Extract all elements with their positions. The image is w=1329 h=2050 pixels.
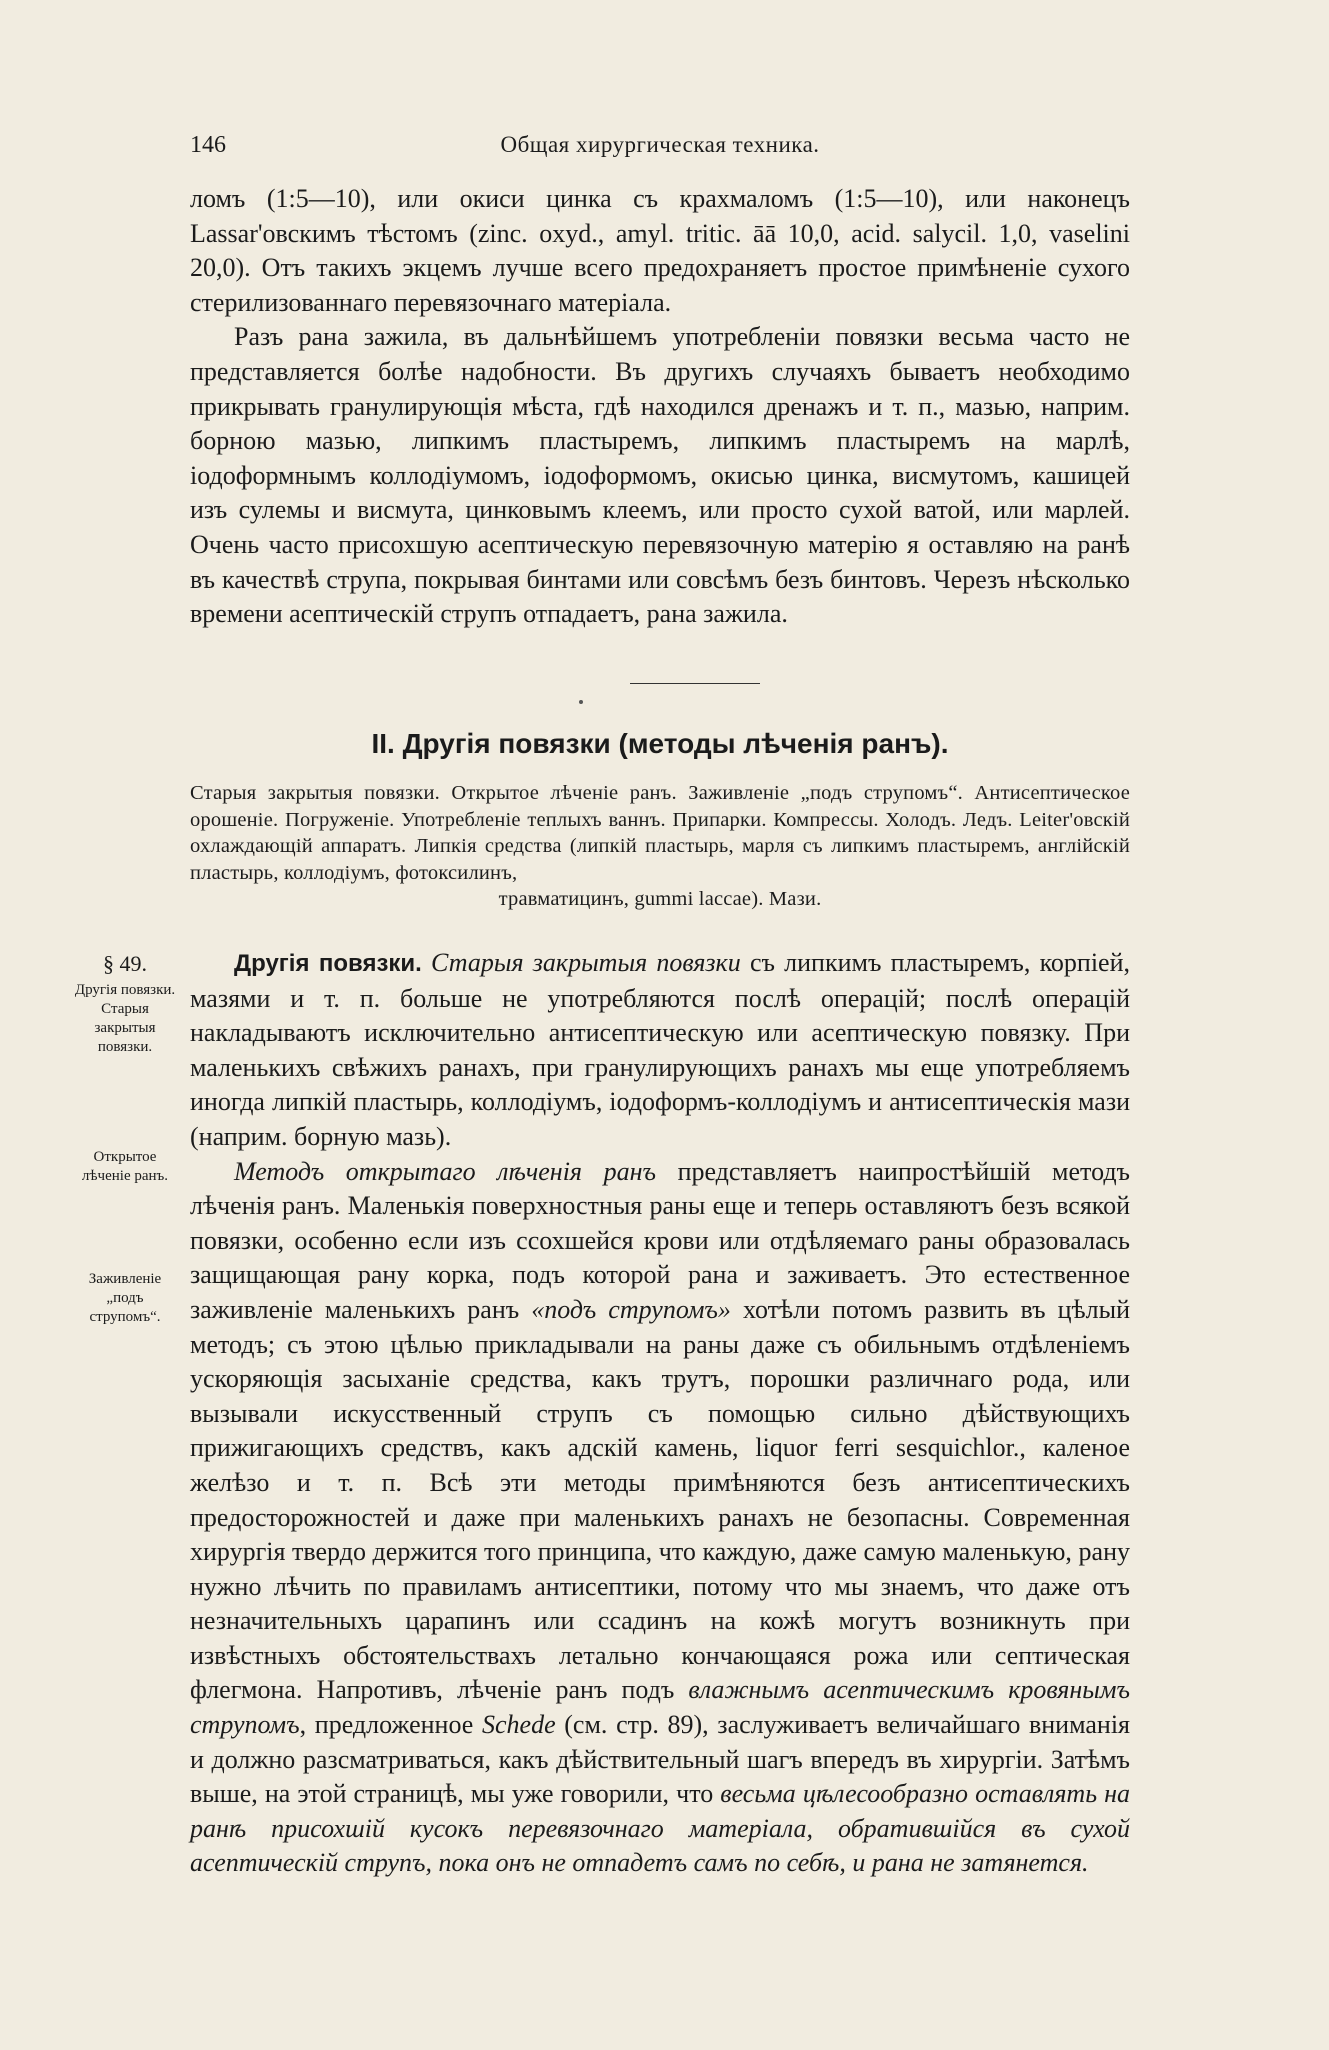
page-header [190,132,1130,172]
italic-passage: весьма цѣлесообразно оставлять на ранѣ присохшій кусокъ перевязочнаго матеріала, обратившійся въ сухой асептическій струпъ, пока онъ не отпадетъ самъ по себѣ, и рана не затянется. [190,1779,1130,1878]
italic-term: Старыя закрытыя повязки [431,948,741,977]
summary-text-last-line: травматицинъ, gummi laccae). Мази. [498,888,822,911]
paragraph-text: , предложенное [299,1710,482,1740]
author-name: Schede [481,1710,556,1740]
margin-note-old-dressings: Другія повязки. Старыя закрытыя повязки. [74,982,176,1055]
main-text [190,946,1130,1881]
italic-term: Методъ открытаго лѣченія ранъ [234,1156,656,1186]
margin-note-open-treatment: Открытое лѣченіе ранъ. [81,1149,169,1184]
margin-note-under-scab: Заживленіе „подъ струпомъ“. [88,1271,162,1325]
paragraph-text: хотѣли потомъ развить въ цѣлый методъ; съ этою цѣлью прикладывали на раны даже съ обильнымъ отдѣленіемъ ускоряющія засыханіе средства, какъ трутъ, порошки различнаго рода, или вызывали искусственный струпъ съ помощью сильно дѣйствующихъ прижигающихъ средствъ, какъ адскій камень, liquor ferri sesquichlor., каленое желѣзо и т. п. Всѣ эти методы примѣняются безъ антисептическихъ предосторожностей и даже при маленькихъ ранахъ не безопасны. Современная хирургія твердо держится того принципа, что каждую, даже самую маленькую, рану нужно лѣчить по правиламъ антисептики, потому что мы знаемъ, что даже отъ незначительныхъ царапинъ или ссадинъ на кожѣ могутъ возникнуть при извѣстныхъ обстоятельствахъ летально кончающаяся рожа или септическая флегмона. Напротивъ, лѣченіе ранъ подъ [190,1294,1130,1705]
italic-term: влажнымъ асептическимъ кровянымъ струпомъ [190,1675,1130,1740]
page-number: 146 [190,132,226,158]
paragraph-number: § 49. [103,951,147,976]
intro-text [190,182,1130,632]
run-in-heading: Другія повязки. [234,950,422,977]
paragraph-text: (см. стр. 89), заслуживаетъ величайшаго вниманія и должно разсматриваться, какъ дѣйствительный шагъ впередъ въ хирургіи. Затѣмъ выше, на этой страницѣ, мы уже говорили, что [190,1710,1131,1809]
section-divider [630,683,760,684]
main-paragraph-1 [190,946,1130,1155]
summary-text: Старыя закрытыя повязки. Открытое лѣченіе ранъ. Заживленіе „подъ струпомъ“. Антисептическое орошеніе. Погруженіе. Употребленіе теплыхъ ваннъ. Припарки. Компрессы. Холодъ. Ледъ. Leiter'овскій охлаждающій аппаратъ. Липкія средства (липкій пластырь, марля съ липкимъ пластыремъ, англійскій пластырь, коллодіумъ, фотоксилинъ, [190,782,1130,884]
main-paragraph-2 [190,1155,1130,1881]
ornament-dot [579,700,583,704]
intro-paragraph-1: ломъ (1:5—10), или окиси цинка съ крахмаломъ (1:5—10), или наконецъ Lassar'овскимъ тѣстомъ (zinc. oxyd., amyl. tritic. āā 10,0, acid. salycil. 1,0, vaselini 20,0). Отъ такихъ экцемъ лучше всего предохраняетъ простое примѣненіе сухого стерилизованнаго перевязочнаго матеріала. [190,184,1130,317]
section-summary [190,780,1130,913]
running-title: Общая хирургическая техника. [500,132,820,157]
intro-paragraph-2: Разъ рана зажила, въ дальнѣйшемъ употребленіи повязки весьма часто не представляется болѣе надобности. Въ другихъ случаяхъ бываетъ необходимо прикрывать гранулирующія мѣста, гдѣ находился дренажъ и т. п., мазью, наприм. борною мазью, липкимъ пластыремъ, липкимъ пластыремъ на марлѣ, іодоформнымъ коллодіумомъ, іодоформомъ, окисью цинка, висмутомъ, кашицей изъ сулемы и висмута, цинковымъ клеемъ, или просто сухой ватой, или марлей. Очень часто присохшую асептическую перевязочную матерію я оставляю на ранѣ въ качествѣ струпа, покрывая бинтами или совсѣмъ безъ бинтовъ. Черезъ нѣсколько времени асептическій струпъ отпадаетъ, рана зажила. [190,322,1130,629]
paragraph-text: съ липкимъ пластыремъ, корпіей, мазями и т. п. больше не употребляются послѣ операцій; послѣ операцій накладываютъ исключительно антисептическую или асептическую повязку. При маленькихъ свѣжихъ ранахъ, при гранулирующихъ ранахъ мы еще употребляемъ иногда липкій пластырь, коллодіумъ, іодоформъ-коллодіумъ и антисептическія мази (наприм. борную мазь). [190,948,1130,1151]
section-heading: II. Другія повязки (методы лѣченія ранъ). [371,728,949,759]
paragraph-text: представляетъ наипростѣйшій методъ лѣченія ранъ. Маленькія поверхностныя раны еще и теперь оставляютъ безъ всякой повязки, особенно если изъ ссохшейся крови или отдѣляемаго раны образовалась защищающая рану корка, подъ которой рана и заживаетъ. Это естественное заживленіе маленькихъ ранъ [190,1156,1130,1324]
margin-note-paragraph [70,951,180,1057]
italic-term: «подъ струпомъ» [531,1294,731,1324]
